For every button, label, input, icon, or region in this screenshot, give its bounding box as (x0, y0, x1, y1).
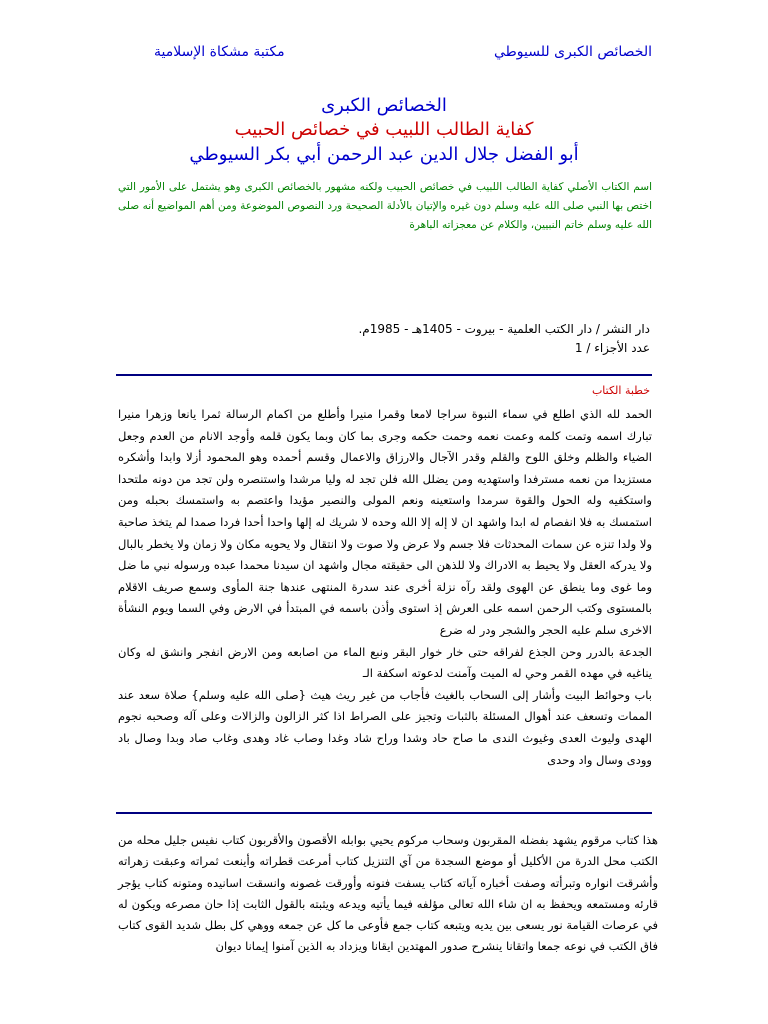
book-introduction: اسم الكتاب الأصلي كفاية الطالب اللبيب في خصائص الحبيب ولكنه مشهور بالخصائص الكبرى وهو يشتمل على الأمور التي اختص بها النبي صلى الله عليه وسلم دون غيره والإتيان بالأدلة الصحيحة ورد النصوص الموضوعة ومن أهم المواضيع أنه صلى الله عليه وسلم خاتم النبيين، والكلام عن معجزاته الباهرة (118, 181, 652, 231)
section-title: خطبة الكتاب (591, 384, 650, 397)
header-library-name: مكتبة مشكاة الإسلامية (154, 44, 285, 60)
book-description: هذا كتاب مرقوم يشهد بفضله المقربون وسحاب مركوم يحيي بوابله الأقصون والأقربون كتاب نفيس جليل محله من الكتب محل الدرة من الأكليل أو موضع السجدة من آي التنزيل كتاب أمرعت قطراته وأينعت ثمراته وعبقت زهراته وأشرقت انواره وتبرأته وصفت أخباره آياته كتاب يسفت فنونه وأورقت غصونه وانسقت اسانيده ومتونه كتاب يؤجر قارئه ومستمعه ويحفظ به ان شاء الله تعالى مؤلفه فيما يأتيه ويدعه ويثبته بالقول الثابت إذا حان مصرعه ويكون له في عرصات القيامة نور يسعى بين يديه ويتبعه كتاب جمع فأوعى ما كل عن جمعه ووهي كل بطل شديد القوى كتاب فاق الكتب في نوعه جمعا واتقانا ينشرح صدور المهتدين ايقانا ويزداد به الذين آمنوا إيمانا ديوان (118, 833, 658, 954)
divider-top (116, 374, 652, 376)
parts-count-line: عدد الأجزاء / 1 (574, 341, 650, 355)
publication-info (130, 320, 650, 358)
khutba-text (118, 404, 652, 771)
khutba-paragraph: الحمد لله الذي اطلع في سماء النبوة سراجا لامعا وقمرا منيرا وأطلع من اكمام الرسالة ثمرا يانعا وزهرا منيرا تبارك اسمه وتمت كلمه وعمت نعمه وحمت حكمه وجرى بما كان وبما يكون قلمه وأوجد الانام من العدم وجعل الضياء والظلم وخلق اللوح والقلم وقدر الآجال والارزاق والاعمال وقسم أحمده وهو المحمود أزلا وابدا وأشكره مستزيدا من نعمه مسترفدا واستهديه ومن يضلل الله فلن تجد له وليا مرشدا واستنصره ولن تجد من دونه ملتحدا واستكفيه وله الحول والقوة سرمدا واستعينه ونعم المولى والنصير مؤيدا واعتصم به واستمسك بحبله ومن استمسك به فلا انفصام له ابدا واشهد ان لا إله إلا الله وحده لا شريك له إلها واحدا أحدا فردا صمدا لم يتخذ صاحبة ولا ولدا تنزه عن سمات المحدثات فلا جسم ولا عرض ولا صوت ولا انتقال ولا يحويه مكان ولا زمان ولا يخطر بالبال ولا يدركه العقل ولا يحيط به الادراك ولا للذهن الى حقيقته مجال واشهد ان سيدنا محمدا عبده ورسوله نبي ما ضل وما غوى وما ينطق عن الهوى ولقد رآه نزلة أخرى عند سدرة المنتهى عندها جنة المأوى وسمع صريف الاقلام بالمستوى وكتب الرحمن اسمه على العرش إذ استوى وأذن باسمه في المبتدأ في الارض وفي السما ويوم النشأة الاخرى سلم عليه الحجر والشجر ودر له ضرع (117, 407, 652, 637)
publisher-line: دار النشر / دار الكتب العلمية - بيروت - 1405هـ - 1985م. (358, 322, 650, 336)
book-title: الخصائص الكبرى (321, 95, 447, 116)
header-book-title: الخصائص الكبرى للسيوطي (494, 44, 652, 60)
khutba-paragraph: باب وحوائط البيت وأشار إلى السحاب بالغيث فأجاب من غير ريث هيث {صلى الله عليه وسلم} صلاة سعد عند الممات وتسعف عند أهوال المسئلة بالثبات وتجيز على الصراط اذا كثر الزالون والزالات وعلى آله وصحبه نجوم الهدى وليوث العدى وغيوث الندى ما صاح حاد وشدا وراح شاد وغدا وصاب غاد وهدى وغاب صاد وبدا وصال باد وودى وسال واد وحدى (118, 687, 652, 767)
khutba-paragraph: الجدعة بالدرر وحن الجذع لفراقه حتى خار خوار البقر ونبع الماء من اصابعه ومن الارض انفجر وانشق له وكان يناغيه في مهده القمر وحي له الميت وآمنت لدعوته اسكفة الـ (118, 644, 652, 681)
book-subtitle: كفاية الطالب اللبيب في خصائص الحبيب (234, 119, 534, 140)
author-name: أبو الفضل جلال الدين عبد الرحمن أبي بكر السيوطي (189, 144, 579, 165)
title-block (0, 94, 768, 168)
divider-bottom (116, 812, 652, 814)
